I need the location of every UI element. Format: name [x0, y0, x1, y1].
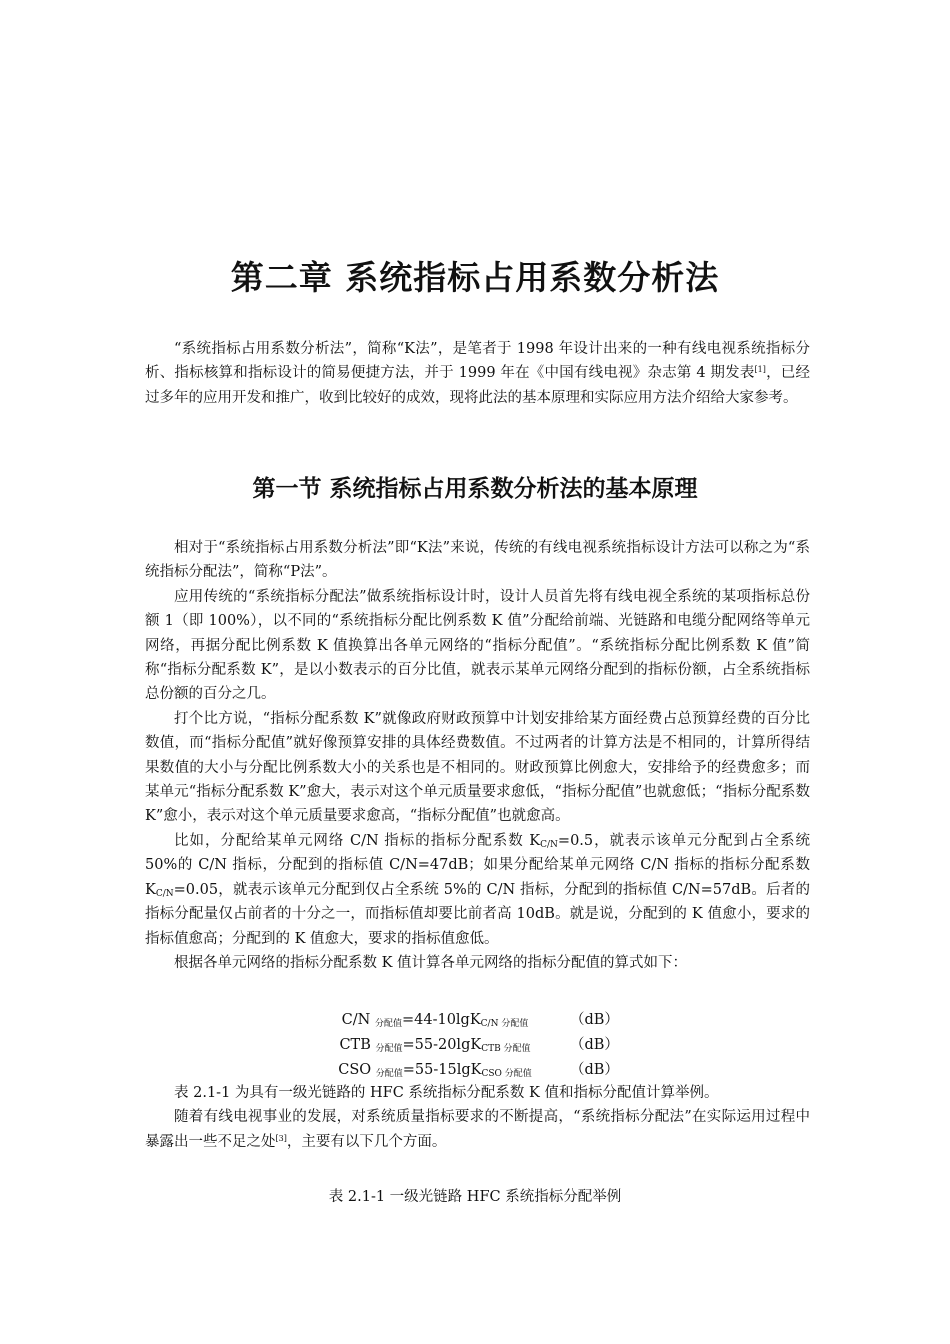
formula-unit: （dB） [570, 1012, 619, 1028]
paragraph-1: 相对于“系统指标占用系数分析法”即“K法”来说，传统的有线电视系统指标设计方法可以称之为“系统指标分配法”，简称“P法”。 [145, 540, 810, 581]
formula-cn [300, 1008, 660, 1033]
formula-expression: =44-10lgK [401, 1012, 481, 1028]
formula-cso [300, 1058, 660, 1083]
paragraph-7-main: 随着有线电视事业的发展，对系统质量指标要求的不断提高，“系统指标分配法”在实际运用过程中暴露出一些不足之处 [145, 1109, 810, 1150]
formula-expression: =55-15lgK [402, 1062, 482, 1078]
paragraph-5: 根据各单元网络的指标分配系数 K 值计算各单元网络的指标分配值的算式如下： [174, 954, 688, 971]
formula-lhs: CSO [338, 1062, 372, 1078]
formula-lhs-subscript: 分配值 [375, 1069, 403, 1079]
formula-unit: （dB） [570, 1037, 619, 1053]
paragraph-4-part-a: 比如，分配给某单元网络 C/N 指标的指标分配系数 K [174, 832, 541, 849]
intro-text [145, 337, 810, 410]
section-title: 第一节 系统指标占用系数分析法的基本原理 [252, 476, 698, 502]
intro-paragraph [145, 337, 810, 410]
paragraph-4-part-b: =0.5，就表示该单元分配到占全系统 50%的 C/N 指标，分配到的指标值 C/N=47dB；如果分配给某单元网络 C/N 指标的指标分配系数 K [145, 832, 810, 898]
paragraph-6: 表 2.1-1 为具有一级光链路的 HFC 系统指标分配系数 K 值和指标分配值计算举例。 [174, 1085, 719, 1101]
paragraph-7 [145, 1105, 810, 1154]
paragraph-2: 应用传统的“系统指标分配法”做系统指标设计时，设计人员首先将有线电视全系统的某项指标总份额 1（即 100%），以不同的“系统指标分配比例系数 K 值”分配给前端、光链路和电缆分配网络等单元网络，再据分配比例系数 K 值换算出各单元网络的“指标分配值”。“系统指标分配比例系数 K 值”简称“指标分配系数 K”，是以小数表示的百分比值，就表示某单元网络分配到的指标份额，占全系统指标总份额的百分之几。 [145, 588, 810, 703]
formula-lhs-subscript: 分配值 [375, 1044, 403, 1054]
subscript-cn-2: C/N [155, 888, 174, 899]
formula-expression: =55-20lgK [402, 1037, 482, 1053]
intro-text-main: “系统指标占用系数分析法”，简称“K法”，是笔者于 1998 年设计出来的一种有线电视系统指标分析、指标核算和指标设计的简易便捷方法，并于 1999 年在《中国有线电视》杂志第 4 期发表 [145, 341, 810, 382]
formula-lhs: C/N [341, 1012, 371, 1028]
closing-paragraphs [145, 1081, 810, 1154]
formula-k-subscript: CTB 分配值 [481, 1044, 531, 1054]
formula-lhs: CTB [339, 1037, 371, 1053]
paragraph-4 [145, 829, 810, 951]
intro-text-rest: ，已经过多年的应用开发和推广，收到比较好的成效，现将此法的基本原理和实际应用方法介绍给大家参考。 [145, 365, 811, 406]
formula-k-subscript: CSO 分配值 [481, 1069, 532, 1079]
paragraph-3: 打个比方说，“指标分配系数 K”就像政府财政预算中计划安排给某方面经费占总预算经费的百分比数值，而“指标分配值”就好像预算安排的具体经费数值。不过两者的计算方法是不相同的，计算所得结果数值的大小与分配比例系数大小的关系也是不相同的。财政预算比例愈大，安排给予的经费愈多；而某单元“指标分配系数 K”愈大，表示对这个单元质量要求愈低，“指标分配值”也就愈低；“指标分配系数 K”愈小，表示对这个单元质量要求愈高，“指标分配值”也就愈高。 [145, 710, 810, 825]
subscript-cn-1: C/N [540, 839, 558, 850]
paragraph-7-rest: ，主要有以下几个方面。 [286, 1133, 447, 1150]
section-body [145, 536, 810, 975]
citation-ref-3: [3] [275, 1133, 287, 1143]
paragraph-4-part-c: =0.05，就表示该单元分配到仅占全系统 5%的 C/N 指标，分配到的指标值 C/N=57dB。后者的指标分配量仅占前者的十分之一，而指标值却要比前者高 10dB。就是说，分配到的 K 值愈小，要求的指标值愈高；分配到的 K 值愈大，要求的指标值愈低。 [145, 881, 810, 947]
citation-ref-1: [1] [754, 365, 766, 375]
formula-ctb [300, 1033, 660, 1058]
formula-block [300, 1008, 660, 1083]
formula-lhs-subscript: 分配值 [374, 1019, 402, 1029]
chapter-title: 第二章 系统指标占用系数分析法 [230, 258, 720, 297]
formula-unit: （dB） [570, 1062, 619, 1078]
formula-k-subscript: C/N 分配值 [480, 1019, 529, 1029]
table-caption: 表 2.1-1 一级光链路 HFC 系统指标分配举例 [328, 1189, 622, 1205]
